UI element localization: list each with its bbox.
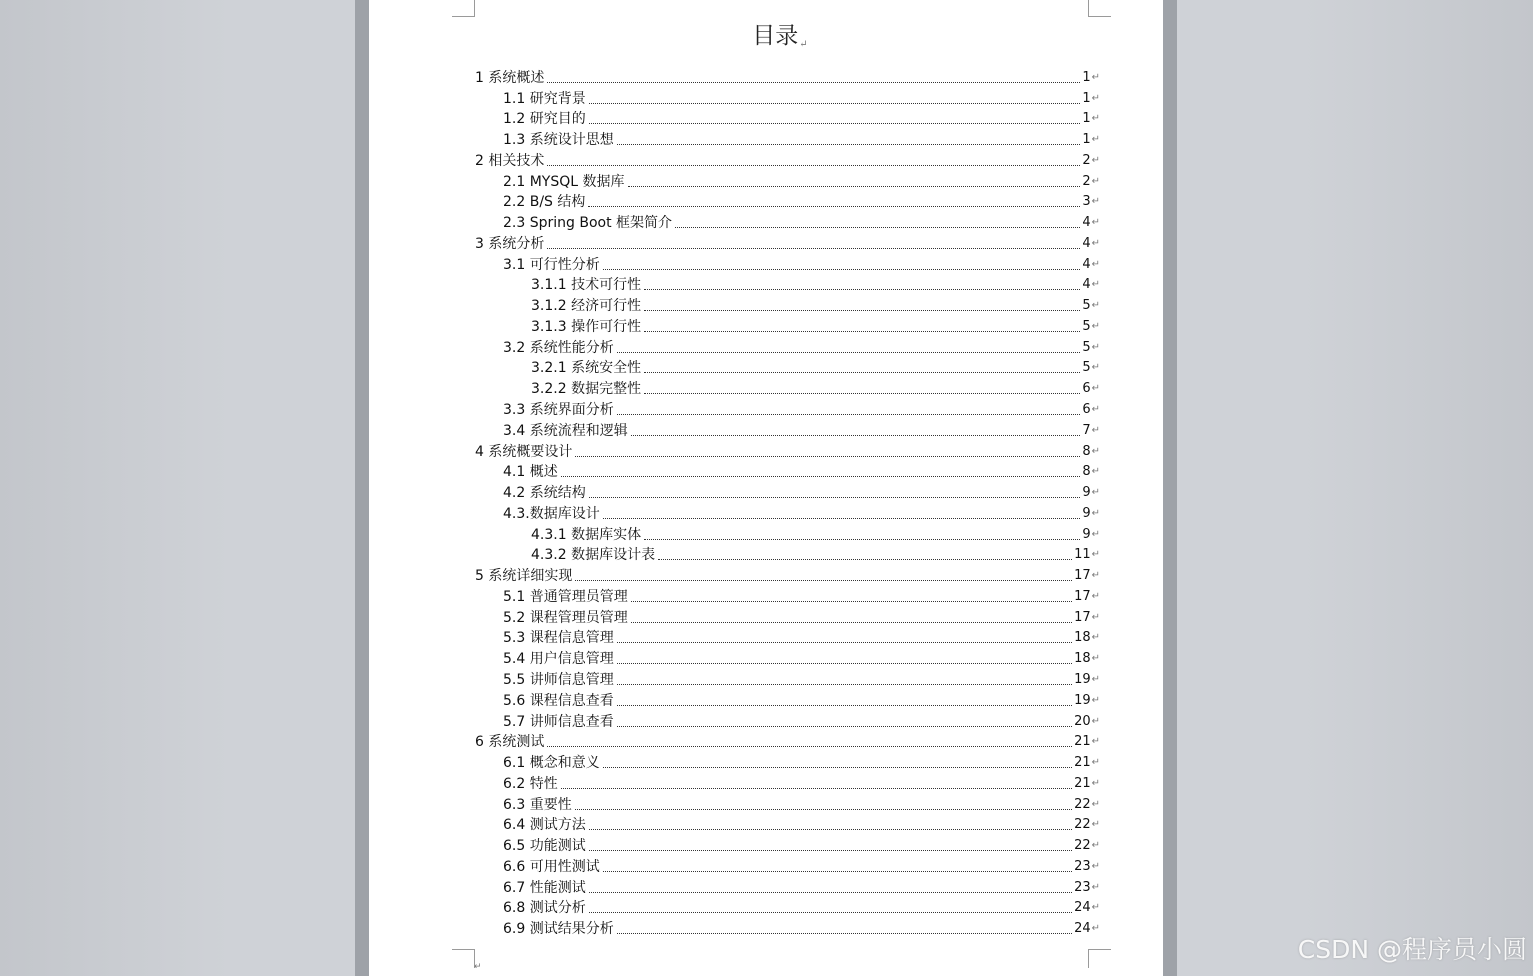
toc-dot-leader: [617, 662, 1072, 664]
toc-entry-page-number: 22: [1074, 838, 1091, 854]
paragraph-mark-icon: ↵: [1091, 341, 1100, 353]
margin-corner-bottom-right: [1088, 949, 1111, 968]
toc-entry[interactable]: [475, 398, 1100, 419]
toc-entry-title: 5.3 课程信息管理: [503, 630, 614, 647]
toc-entry-title: 6.9 测试结果分析: [503, 921, 614, 938]
toc-entry[interactable]: [475, 585, 1100, 606]
toc-entry-page-number: 7: [1082, 422, 1091, 438]
toc-entry[interactable]: [475, 627, 1100, 648]
toc-dot-leader: [561, 475, 1081, 477]
paragraph-mark-icon: ↵: [1091, 757, 1100, 769]
paragraph-mark-icon: ↵: [1091, 300, 1100, 312]
toc-dot-leader: [603, 766, 1072, 768]
toc-entry[interactable]: [475, 710, 1100, 731]
toc-entry-page-number: 24: [1074, 900, 1091, 916]
toc-entry-page-number: 9: [1082, 526, 1091, 542]
toc-entry-title: 1.1 研究背景: [503, 90, 586, 107]
toc-dot-leader: [589, 891, 1072, 893]
toc-dot-leader: [589, 828, 1072, 830]
toc-entry-title: 6.1 概念和意义: [503, 755, 600, 772]
toc-entry-page-number: 18: [1074, 630, 1091, 646]
toc-dot-leader: [589, 849, 1072, 851]
toc-entry[interactable]: [475, 419, 1100, 440]
toc-dot-leader: [603, 870, 1072, 872]
toc-entry-page-number: 4: [1082, 277, 1091, 293]
toc-dot-leader: [589, 122, 1081, 124]
toc-entry[interactable]: [475, 731, 1100, 752]
toc-entry-page-number: 23: [1074, 879, 1091, 895]
toc-dot-leader: [631, 600, 1072, 602]
toc-entry-page-number: 2: [1082, 173, 1091, 189]
toc-dot-leader: [603, 517, 1081, 519]
toc-entry-title: 3.2 系统性能分析: [503, 339, 614, 356]
toc-dot-leader: [617, 413, 1081, 415]
toc-entry-page-number: 1: [1082, 111, 1091, 127]
toc-entry[interactable]: [475, 315, 1100, 336]
toc-entry-title: 6.6 可用性测试: [503, 858, 600, 875]
toc-entry-title: 5.4 用户信息管理: [503, 651, 614, 668]
toc-entry-page-number: 2: [1082, 152, 1091, 168]
toc-dot-leader: [588, 205, 1080, 207]
toc-dot-leader: [644, 309, 1080, 311]
paragraph-mark-icon: ↵: [1091, 175, 1100, 187]
toc-entry-page-number: 22: [1074, 796, 1091, 812]
toc-entry-page-number: 5: [1082, 298, 1091, 314]
toc-entry-page-number: 21: [1074, 755, 1091, 771]
toc-dot-leader: [617, 932, 1072, 934]
margin-corner-bottom-left: [452, 949, 475, 968]
toc-entry[interactable]: [475, 689, 1100, 710]
toc-dot-leader: [617, 704, 1072, 706]
toc-entry[interactable]: [475, 647, 1100, 668]
toc-entry[interactable]: [475, 294, 1100, 315]
paragraph-mark-icon: ↵: [1091, 404, 1100, 416]
paragraph-mark-icon: ↵: [1091, 113, 1100, 125]
toc-entry[interactable]: [475, 377, 1100, 398]
paragraph-mark-icon: ↵: [1091, 466, 1100, 478]
toc-dot-leader: [658, 558, 1072, 560]
toc-entry-title: 3.1.3 操作可行性: [531, 318, 642, 335]
toc-entry-title: 5.2 课程管理员管理: [503, 609, 628, 626]
toc-entry-title: 3.2.2 数据完整性: [531, 381, 642, 398]
toc-entry-page-number: 6: [1082, 402, 1091, 418]
toc-entry[interactable]: [475, 751, 1100, 772]
toc-entry[interactable]: [475, 523, 1100, 544]
toc-entry[interactable]: [475, 668, 1100, 689]
margin-corner-top-left: [452, 0, 475, 17]
paragraph-mark-icon: ↵: [799, 39, 808, 50]
paragraph-mark-icon: ↵: [1091, 902, 1100, 914]
toc-entry-title: 3.1 可行性分析: [503, 256, 600, 273]
toc-entry-title: 6.8 测试分析: [503, 900, 586, 917]
toc-entry-title: 3.3 系统界面分析: [503, 402, 614, 419]
paragraph-mark-icon: ↵: [1091, 549, 1100, 561]
toc-entry[interactable]: [475, 253, 1100, 274]
toc-dot-leader: [589, 102, 1081, 104]
toc-dot-leader: [617, 351, 1081, 353]
toc-dot-leader: [575, 579, 1072, 581]
table-of-contents: [475, 66, 1100, 938]
toc-entry-title: 5.7 讲师信息查看: [503, 713, 614, 730]
paragraph-mark-icon: ↵: [1091, 881, 1100, 893]
toc-entry[interactable]: [475, 336, 1100, 357]
paragraph-mark-icon: ↵: [1091, 694, 1100, 706]
toc-dot-leader: [617, 683, 1072, 685]
toc-entry-title: 2.2 B/S 结构: [503, 194, 586, 211]
toc-entry-page-number: 21: [1074, 775, 1091, 791]
toc-entry-title: 4.1 概述: [503, 464, 558, 481]
paragraph-mark-icon: ↵: [1091, 570, 1100, 582]
toc-entry-title: 4.3.数据库设计: [503, 505, 600, 522]
toc-entry-title: 1.2 研究目的: [503, 111, 586, 128]
toc-dot-leader: [575, 808, 1072, 810]
toc-entry-page-number: 5: [1082, 360, 1091, 376]
toc-entry-page-number: 17: [1074, 568, 1091, 584]
toc-entry[interactable]: [475, 834, 1100, 855]
toc-entry[interactable]: [475, 481, 1100, 502]
toc-entry[interactable]: [475, 876, 1100, 897]
paragraph-mark-icon: ↵: [1091, 673, 1100, 685]
toc-entry-title: 5.5 讲师信息管理: [503, 671, 614, 688]
toc-entry-title: 6.7 性能测试: [503, 879, 586, 896]
paragraph-mark-icon: ↵: [1091, 279, 1100, 291]
toc-dot-leader: [575, 455, 1080, 457]
toc-entry[interactable]: [475, 108, 1100, 129]
toc-entry-title: 3.4 系统流程和逻辑: [503, 422, 628, 439]
toc-entry[interactable]: [475, 191, 1100, 212]
toc-entry-title: 1.3 系统设计思想: [503, 132, 614, 149]
toc-entry-page-number: 21: [1074, 734, 1091, 750]
toc-entry-page-number: 5: [1082, 318, 1091, 334]
toc-entry[interactable]: [475, 170, 1100, 191]
toc-entry-title: 6.5 功能测试: [503, 838, 586, 855]
toc-dot-leader: [589, 496, 1081, 498]
toc-entry[interactable]: [475, 211, 1100, 232]
toc-entry-page-number: 6: [1082, 381, 1091, 397]
paragraph-mark-icon: ↵: [1091, 819, 1100, 831]
margin-corner-top-right: [1088, 0, 1111, 17]
toc-dot-leader: [644, 538, 1080, 540]
paragraph-mark-icon: ↵: [1091, 528, 1100, 540]
toc-entry-page-number: 5: [1082, 339, 1091, 355]
paragraph-mark-icon: ↵: [1091, 715, 1100, 727]
paragraph-mark-icon: ↵: [1091, 217, 1100, 229]
toc-entry-page-number: 22: [1074, 817, 1091, 833]
toc-entry-page-number: 20: [1074, 713, 1091, 729]
toc-entry[interactable]: [475, 128, 1100, 149]
paragraph-mark-icon: ↵: [1091, 362, 1100, 374]
toc-dot-leader: [631, 434, 1081, 436]
toc-entry-title: 4.2 系统结构: [503, 485, 586, 502]
toc-entry-page-number: 24: [1074, 921, 1091, 937]
toc-entry[interactable]: [475, 232, 1100, 253]
toc-entry-page-number: 8: [1082, 443, 1091, 459]
toc-entry-page-number: 1: [1082, 132, 1091, 148]
toc-entry-page-number: 17: [1074, 609, 1091, 625]
toc-dot-leader: [547, 745, 1072, 747]
paragraph-mark-icon: ↵: [1091, 424, 1100, 436]
paragraph-mark-icon: ↵: [1091, 258, 1100, 270]
paragraph-mark-icon: ↵: [1091, 383, 1100, 395]
toc-entry-page-number: 4: [1082, 215, 1091, 231]
toc-dot-leader: [603, 268, 1081, 270]
toc-entry-title: 3 系统分析: [475, 235, 545, 252]
toc-entry[interactable]: [475, 440, 1100, 461]
toc-entry-title: 1 系统概述: [475, 69, 545, 86]
toc-entry-title: 2 相关技术: [475, 152, 545, 169]
paragraph-mark-icon: ↵: [1091, 798, 1100, 810]
toc-entry-page-number: 17: [1074, 588, 1091, 604]
toc-heading-text: 目录: [752, 23, 799, 49]
toc-entry-title: 5.1 普通管理员管理: [503, 588, 628, 605]
toc-entry-page-number: 1: [1082, 69, 1091, 85]
paragraph-mark-icon: ↵: [1091, 487, 1100, 499]
toc-entry-title: 6.2 特性: [503, 775, 558, 792]
toc-entry[interactable]: [475, 606, 1100, 627]
paragraph-mark-icon: ↵: [1091, 196, 1100, 208]
paragraph-mark-icon: ↵: [1091, 445, 1100, 457]
toc-entry[interactable]: [475, 772, 1100, 793]
paragraph-mark-icon: ↵: [1091, 923, 1100, 935]
paragraph-mark-icon: ↵: [1091, 320, 1100, 332]
toc-entry-page-number: 11: [1074, 547, 1091, 563]
toc-entry-page-number: 9: [1082, 485, 1091, 501]
paragraph-mark-icon: ↵: [1091, 653, 1100, 665]
toc-dot-leader: [547, 81, 1080, 83]
toc-entry-page-number: 19: [1074, 692, 1091, 708]
toc-dot-leader: [644, 371, 1080, 373]
toc-entry-title: 4.3.1 数据库实体: [531, 526, 642, 543]
toc-dot-leader: [617, 143, 1081, 145]
toc-entry-page-number: 4: [1082, 235, 1091, 251]
toc-entry[interactable]: [475, 502, 1100, 523]
toc-entry[interactable]: [475, 461, 1100, 482]
toc-dot-leader: [631, 621, 1072, 623]
toc-heading[interactable]: [700, 20, 860, 61]
toc-entry-title: 3.1.2 经济可行性: [531, 298, 642, 315]
toc-entry[interactable]: [475, 149, 1100, 170]
paragraph-mark-icon: ↵: [1091, 71, 1100, 83]
toc-entry-page-number: 4: [1082, 256, 1091, 272]
paragraph-mark-icon: ↵: [1091, 237, 1100, 249]
toc-dot-leader: [589, 911, 1072, 913]
toc-entry-page-number: 19: [1074, 671, 1091, 687]
toc-entry-page-number: 1: [1082, 90, 1091, 106]
toc-entry-page-number: 3: [1082, 194, 1091, 210]
toc-entry[interactable]: [475, 564, 1100, 585]
paragraph-mark-icon: ↵: [1091, 611, 1100, 623]
toc-entry-page-number: 8: [1082, 464, 1091, 480]
toc-entry-page-number: 18: [1074, 651, 1091, 667]
toc-entry[interactable]: [475, 793, 1100, 814]
paragraph-mark-icon: ↵: [1091, 632, 1100, 644]
toc-entry-title: 4.3.2 数据库设计表: [531, 547, 656, 564]
toc-entry-page-number: 9: [1082, 505, 1091, 521]
toc-entry-title: 3.2.1 系统安全性: [531, 360, 642, 377]
toc-entry[interactable]: [475, 544, 1100, 565]
toc-entry-page-number: 23: [1074, 858, 1091, 874]
toc-entry-title: 6.4 测试方法: [503, 817, 586, 834]
toc-dot-leader: [628, 185, 1081, 187]
paragraph-mark-icon: ↵: [1091, 134, 1100, 146]
paragraph-mark-icon: ↵: [1091, 840, 1100, 852]
toc-entry-title: 6 系统测试: [475, 734, 545, 751]
toc-entry-title: 5.6 课程信息查看: [503, 692, 614, 709]
toc-entry-title: 2.1 MYSQL 数据库: [503, 173, 625, 190]
toc-entry[interactable]: [475, 357, 1100, 378]
toc-entry-title: 5 系统详细实现: [475, 568, 573, 585]
paragraph-mark-icon: ↵: [1091, 590, 1100, 602]
toc-entry[interactable]: [475, 917, 1100, 938]
paragraph-mark-icon: ↵: [1091, 154, 1100, 166]
toc-entry[interactable]: [475, 87, 1100, 108]
toc-dot-leader: [675, 226, 1080, 228]
toc-entry-title: 4 系统概要设计: [475, 443, 573, 460]
toc-dot-leader: [644, 392, 1080, 394]
toc-entry-title: 2.3 Spring Boot 框架简介: [503, 215, 673, 232]
toc-entry[interactable]: [475, 897, 1100, 918]
toc-dot-leader: [644, 288, 1080, 290]
watermark: CSDN @程序员小圆: [1297, 935, 1527, 964]
paragraph-mark-icon: ↵: [1091, 777, 1100, 789]
paragraph-mark-icon: ↵: [474, 962, 482, 972]
toc-dot-leader: [617, 725, 1072, 727]
toc-entry[interactable]: [475, 66, 1100, 87]
paragraph-mark-icon: ↵: [1091, 92, 1100, 104]
toc-dot-leader: [617, 641, 1072, 643]
toc-entry-title: 6.3 重要性: [503, 796, 572, 813]
toc-dot-leader: [547, 247, 1080, 249]
toc-entry[interactable]: [475, 814, 1100, 835]
toc-entry[interactable]: [475, 274, 1100, 295]
paragraph-mark-icon: ↵: [1091, 860, 1100, 872]
paragraph-mark-icon: ↵: [1091, 736, 1100, 748]
toc-entry-title: 3.1.1 技术可行性: [531, 277, 642, 294]
toc-dot-leader: [644, 330, 1080, 332]
toc-entry[interactable]: [475, 855, 1100, 876]
toc-dot-leader: [561, 787, 1072, 789]
paragraph-mark-icon: ↵: [1091, 507, 1100, 519]
toc-dot-leader: [547, 164, 1080, 166]
